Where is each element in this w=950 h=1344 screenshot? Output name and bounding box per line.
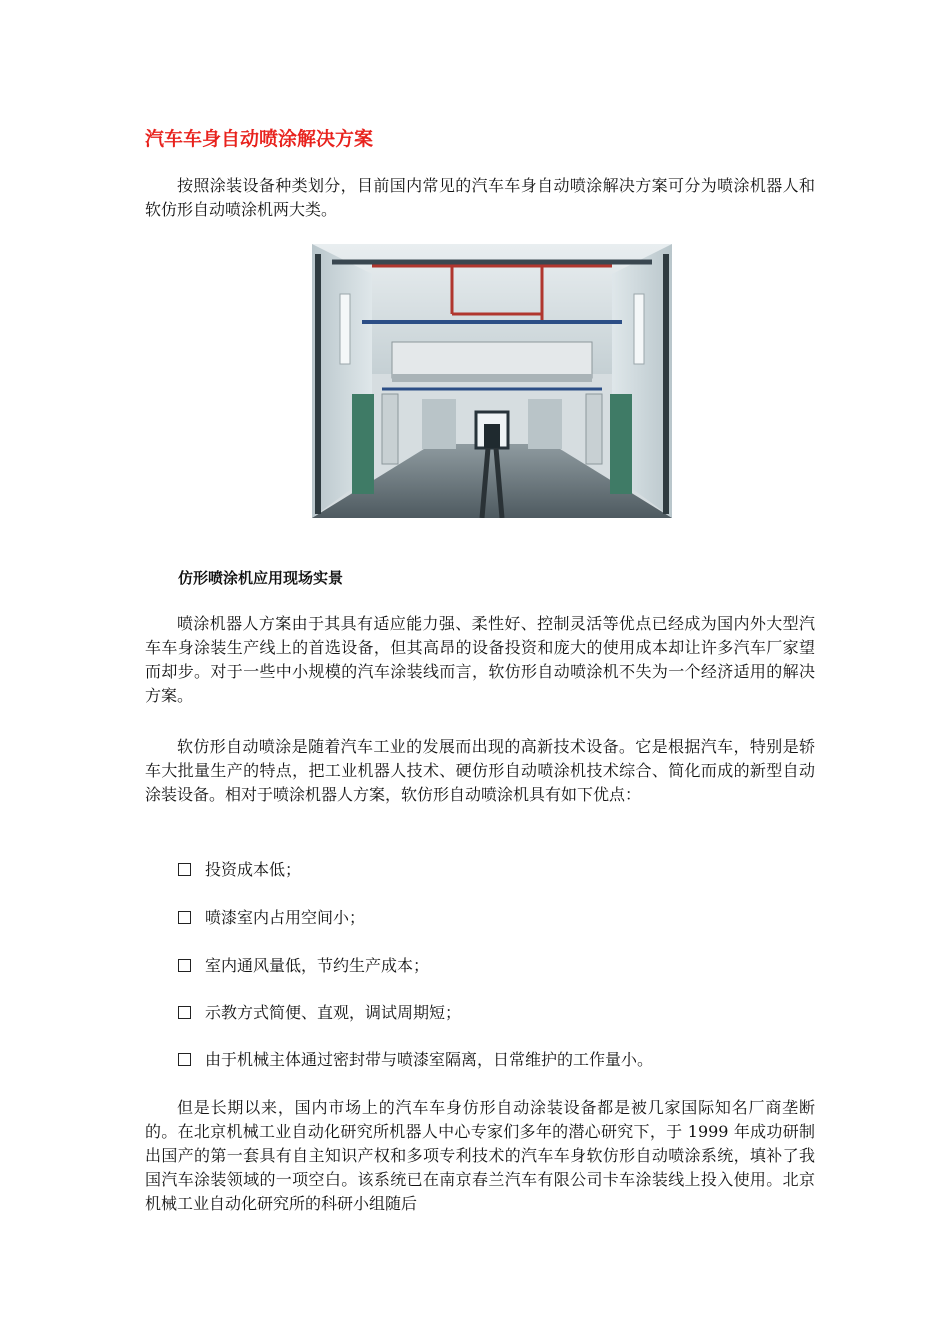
advantage-item bbox=[178, 858, 301, 882]
advantage-text: 示教方式简便、直观，调试周期短； bbox=[205, 1003, 462, 1022]
checkbox-square-icon bbox=[178, 863, 191, 876]
advantage-text: 喷漆室内占用空间小； bbox=[205, 908, 366, 927]
figure-caption: 仿形喷涂机应用现场实景 bbox=[178, 569, 344, 587]
advantage-text: 由于机械主体通过密封带与喷漆室隔离，日常维护的工作量小。 bbox=[205, 1050, 654, 1069]
paint-booth-photo bbox=[312, 244, 672, 518]
advantage-text: 投资成本低； bbox=[205, 860, 302, 879]
intro-paragraph: 按照涂装设备种类划分，目前国内常见的汽车车身自动喷涂解决方案可分为喷涂机器人和软仿形自动喷涂机两大类。 bbox=[145, 176, 815, 219]
advantage-item bbox=[178, 1001, 461, 1025]
advantage-item bbox=[178, 1048, 653, 1072]
paragraph-domestic-market: 但是长期以来，国内市场上的汽车车身仿形自动涂装设备都是被几家国际知名厂商垄断的。在北京机械工业自动化研究所机器人中心专家们多年的潜心研究下，于 1999 年成功研制出国产的第一套具有自主知识产权和多项专利技术的汽车车身软仿形自动喷涂系统，填补了我国汽车涂装领域的一项空白。该系统已在南京春兰汽车有限公司卡车涂装线上投入使用。北京机械工业自动化研究所的科研小组随后 bbox=[145, 1098, 815, 1213]
document-title: 汽车车身自动喷涂解决方案 bbox=[145, 128, 374, 150]
paragraph-soft-profiling: 软仿形自动喷涂是随着汽车工业的发展而出现的高新技术设备。它是根据汽车，特别是轿车大批量生产的特点，把工业机器人技术、硬仿形自动喷涂机技术综合、简化而成的新型自动涂装设备。相对于喷涂机器人方案，软仿形自动喷涂机具有如下优点： bbox=[145, 737, 815, 804]
paragraph-robot-solution: 喷涂机器人方案由于其具有适应能力强、柔性好、控制灵活等优点已经成为国内外大型汽车车身涂装生产线上的首选设备，但其高昂的设备投资和庞大的使用成本却让许多汽车厂家望而却步。对于一些中小规模的汽车涂装线而言，软仿形自动喷涂机不失为一个经济适用的解决方案。 bbox=[145, 614, 815, 705]
checkbox-square-icon bbox=[178, 959, 191, 972]
advantage-item bbox=[178, 954, 429, 978]
advantage-text: 室内通风量低，节约生产成本； bbox=[205, 956, 430, 975]
checkbox-square-icon bbox=[178, 1053, 191, 1066]
advantage-item bbox=[178, 906, 365, 930]
checkbox-square-icon bbox=[178, 911, 191, 924]
checkbox-square-icon bbox=[178, 1006, 191, 1019]
